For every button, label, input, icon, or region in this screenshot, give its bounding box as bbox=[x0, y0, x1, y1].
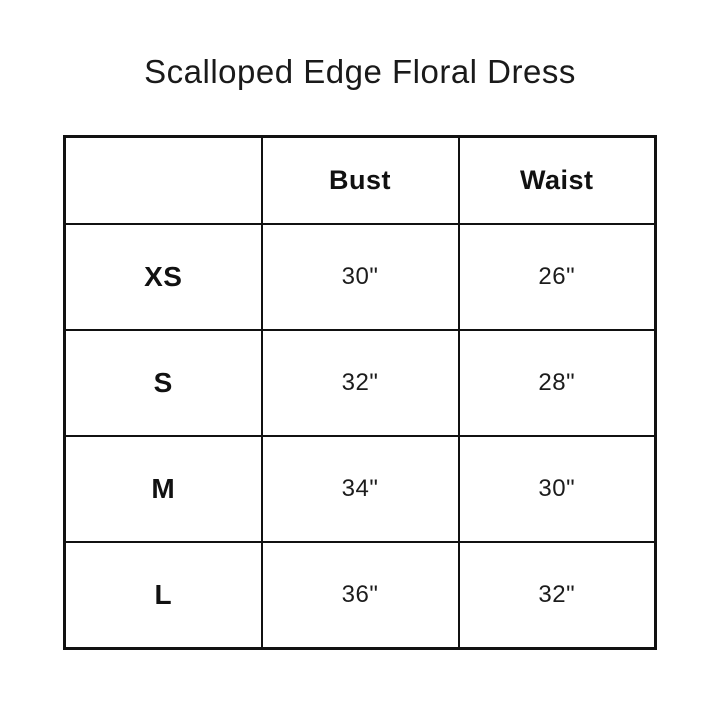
size-chart-table bbox=[63, 135, 657, 650]
bust-value-s: 32" bbox=[262, 330, 459, 436]
size-label-s: S bbox=[65, 330, 262, 436]
bust-value-m: 34" bbox=[262, 436, 459, 542]
bust-value-xs: 30" bbox=[262, 224, 459, 330]
waist-value-l: 32" bbox=[459, 542, 656, 648]
bust-value-l: 36" bbox=[262, 542, 459, 648]
column-header-waist: Waist bbox=[459, 137, 656, 225]
size-label-l: L bbox=[65, 542, 262, 648]
table-row-l bbox=[65, 542, 656, 648]
page-title: Scalloped Edge Floral Dress bbox=[144, 53, 576, 90]
waist-value-xs: 26" bbox=[459, 224, 656, 330]
table-row-xs bbox=[65, 224, 656, 330]
table-row-m bbox=[65, 436, 656, 542]
column-header-bust: Bust bbox=[262, 137, 459, 225]
table-row-s bbox=[65, 330, 656, 436]
table-header-row bbox=[65, 137, 656, 225]
waist-value-s: 28" bbox=[459, 330, 656, 436]
size-label-m: M bbox=[65, 436, 262, 542]
table-header bbox=[65, 137, 656, 225]
waist-value-m: 30" bbox=[459, 436, 656, 542]
corner-cell bbox=[65, 137, 262, 225]
size-label-xs: XS bbox=[65, 224, 262, 330]
table-body bbox=[65, 224, 656, 648]
